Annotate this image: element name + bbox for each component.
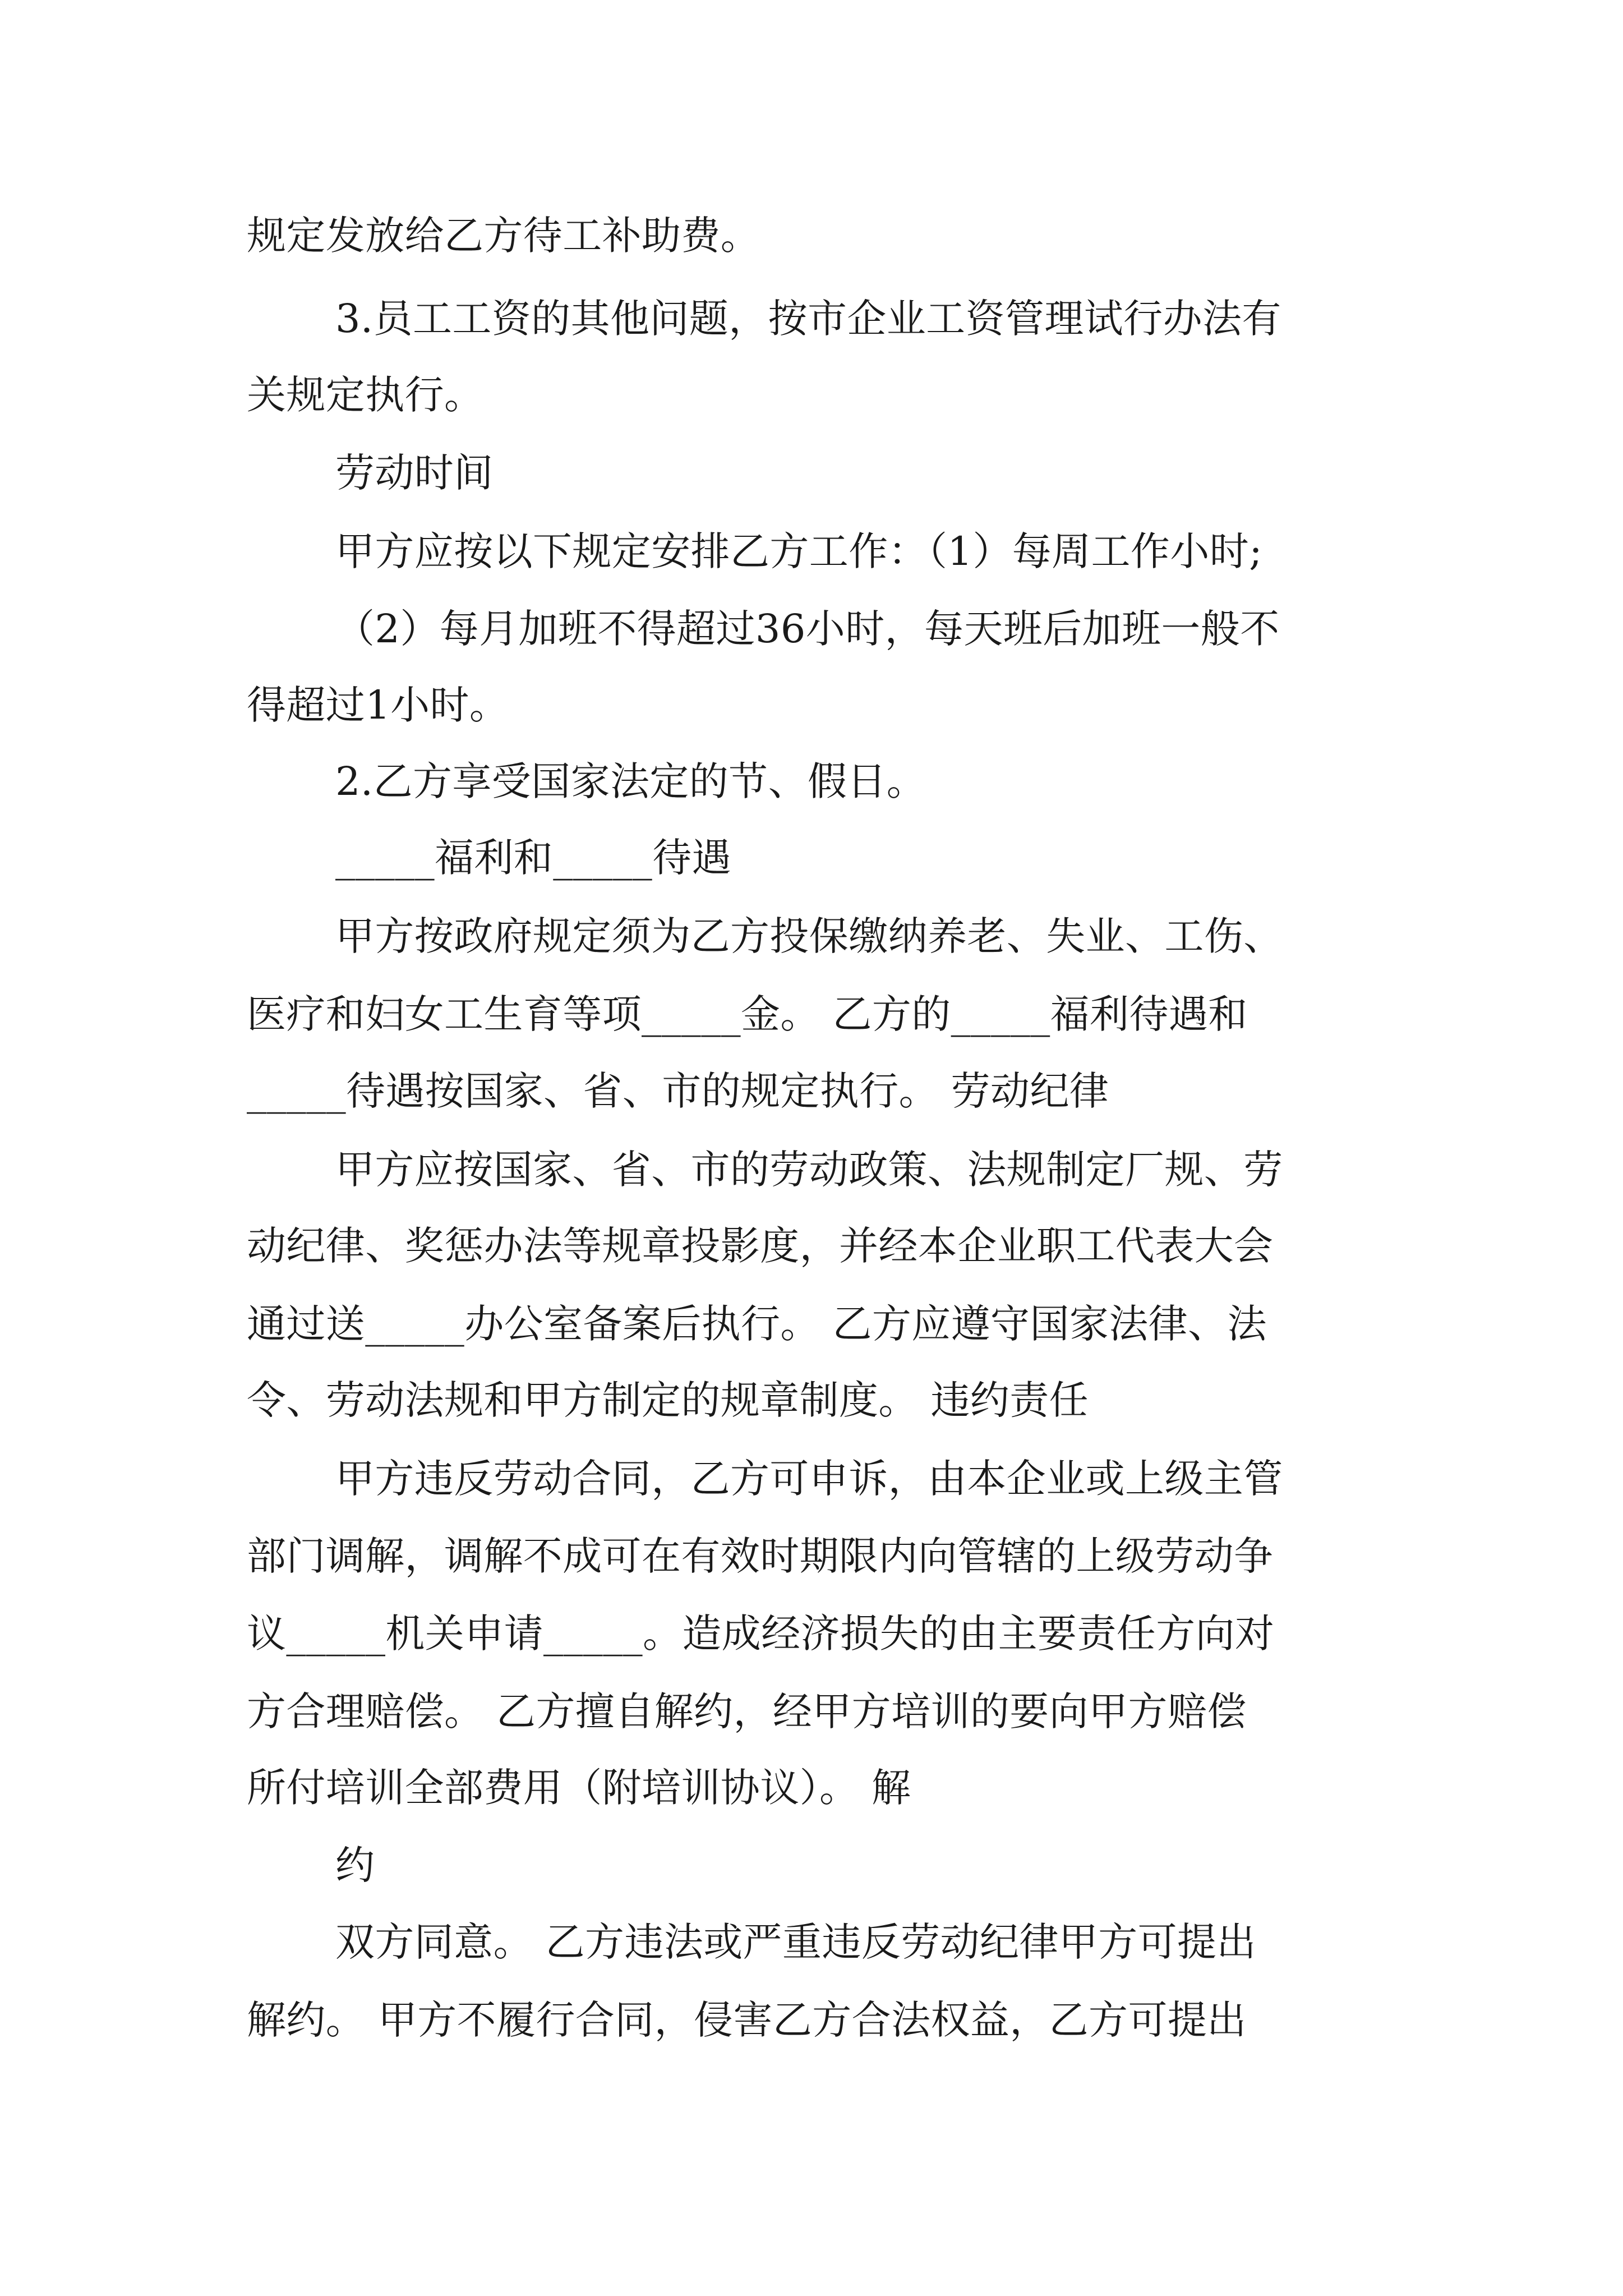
text-line: 令、劳动法规和甲方制定的规章制度。 违约责任 — [247, 1377, 1089, 1423]
text-line: 动纪律、奖惩办法等规章投影度，并经本企业职工代表大会 — [247, 1223, 1274, 1269]
section-heading: 约 — [335, 1842, 375, 1888]
text-line: 方合理赔偿。 乙方擅自解约，经甲方培训的要向甲方赔偿 — [247, 1688, 1247, 1734]
section-heading: _____福利和_____待遇 — [335, 835, 731, 881]
text-line: _____待遇按国家、省、市的规定执行。 劳动纪律 — [247, 1068, 1109, 1114]
text-line: 甲方违反劳动合同，乙方可申诉，由本企业或上级主管 — [335, 1456, 1283, 1502]
text-line: 甲方应按以下规定安排乙方工作：（1）每周工作小时; — [335, 528, 1263, 574]
text-line: （2）每月加班不得超过36小时，每天班后加班一般不 — [335, 606, 1280, 652]
text-line: 双方同意。 乙方违法或严重违反劳动纪律甲方可提出 — [335, 1919, 1256, 1965]
text-line: 规定发放给乙方待工补助费。 — [247, 213, 760, 259]
text-line: 2.乙方享受国家法定的节、假日。 — [335, 758, 926, 804]
text-line: 所付培训全部费用（附培训协议）。 解 — [247, 1765, 911, 1811]
text-line: 解约。 甲方不履行合同，侵害乙方合法权益，乙方可提出 — [247, 1997, 1247, 2043]
text-line: 得超过1小时。 — [247, 682, 509, 728]
section-heading: 劳动时间 — [335, 450, 494, 496]
text-line: 议_____机关申请_____。造成经济损失的由主要责任方向对 — [247, 1611, 1275, 1657]
text-line: 3.员工工资的其他问题，按市企业工资管理试行办法有 — [335, 296, 1281, 342]
text-line: 通过送_____办公室备案后执行。 乙方应遵守国家法律、法 — [247, 1301, 1267, 1347]
text-line: 甲方按政府规定须为乙方投保缴纳养老、失业、工伤、 — [335, 913, 1283, 959]
text-line: 部门调解，调解不成可在有效时期限内向管辖的上级劳动争 — [247, 1533, 1274, 1579]
text-line: 关规定执行。 — [247, 372, 484, 418]
text-line: 医疗和妇女工生育等项_____金。 乙方的_____福利待遇和 — [247, 991, 1248, 1037]
text-line: 甲方应按国家、省、市的劳动政策、法规制定厂规、劳 — [335, 1147, 1283, 1193]
